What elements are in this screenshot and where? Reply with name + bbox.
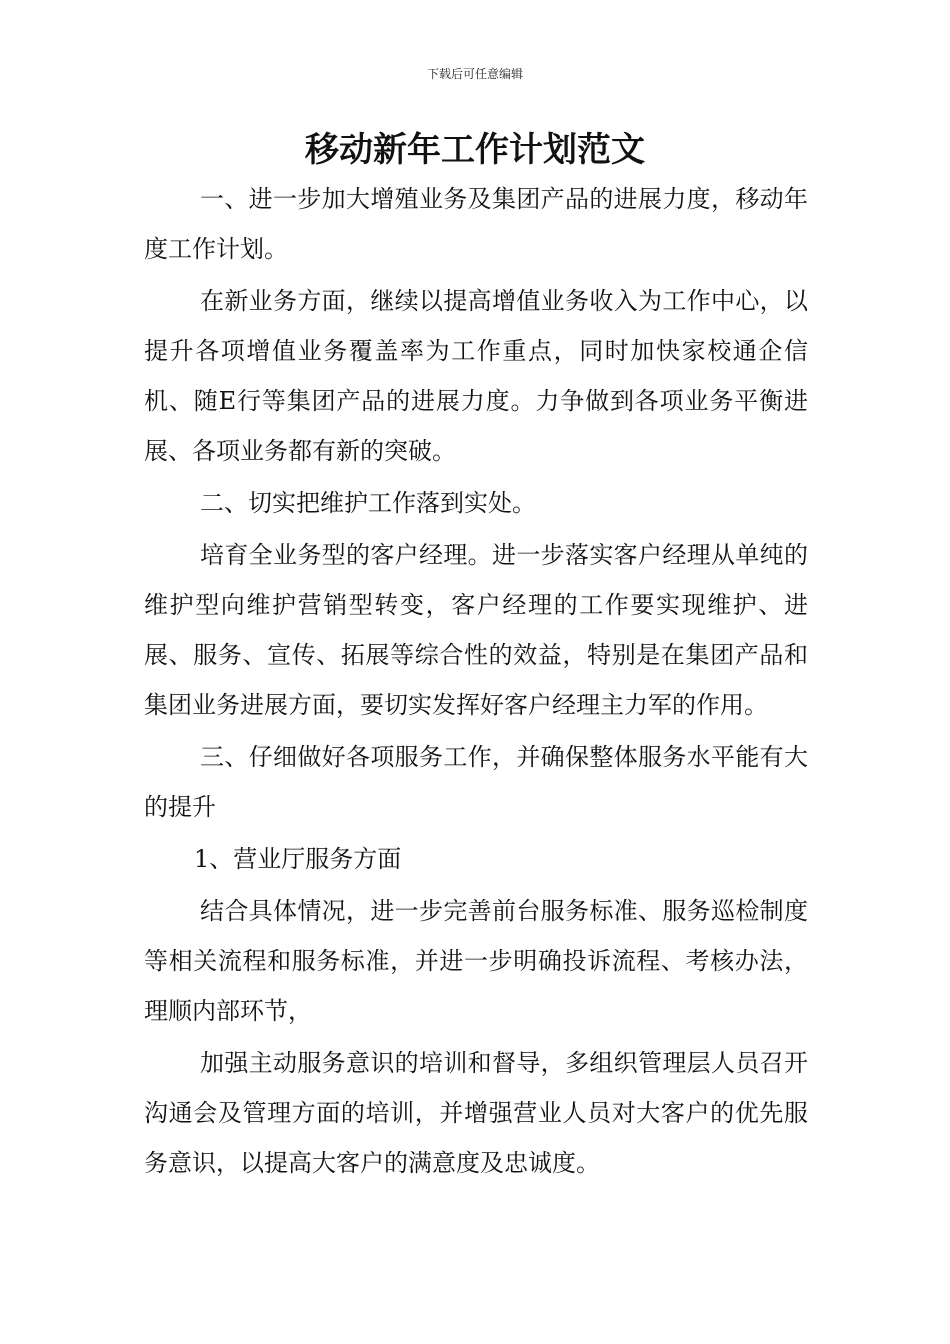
page-header-note: 下载后可任意编辑 xyxy=(426,67,523,81)
paragraph-new-business: 在新业务方面，继续以提高增值业务收入为工作中心，以提升各项增值业务覆盖率为工作重点，同时加快家校通企信机、随E行等集团产品的进展力度。力争做到各项业务平衡进展、各项业务都有新的突破。 xyxy=(144,287,808,465)
paragraph-section-2-heading: 二、切实把维护工作落到实处。 xyxy=(200,489,536,517)
paragraph-service-standards: 结合具体情况，进一步完善前台服务标准、服务巡检制度等相关流程和服务标准，并进一步明确投诉流程、考核办法，理顺内部环节， xyxy=(144,897,808,1025)
document-body xyxy=(144,174,808,1190)
paragraph-account-manager: 培育全业务型的客户经理。进一步落实客户经理从单纯的维护型向维护营销型转变，客户经理的工作要实现维护、进展、服务、宣传、拓展等综合性的效益，特别是在集团产品和集团业务进展方面，要切实发挥好客户经理主力军的作用。 xyxy=(144,541,808,719)
paragraph-service-training: 加强主动服务意识的培训和督导，多组织管理层人员召开沟通会及管理方面的培训，并增强营业人员对大客户的优先服务意识，以提高大客户的满意度及忠诚度。 xyxy=(144,1049,808,1177)
paragraph-subsection-1-heading: 1、营业厅服务方面 xyxy=(194,845,402,873)
paragraph-section-3-heading: 三、仔细做好各项服务工作，并确保整体服务水平能有大的提升 xyxy=(144,743,808,821)
paragraph-section-1-heading: 一、进一步加大增殖业务及集团产品的进展力度，移动年度工作计划。 xyxy=(144,185,808,263)
document-title: 移动新年工作计划范文 xyxy=(305,130,645,170)
